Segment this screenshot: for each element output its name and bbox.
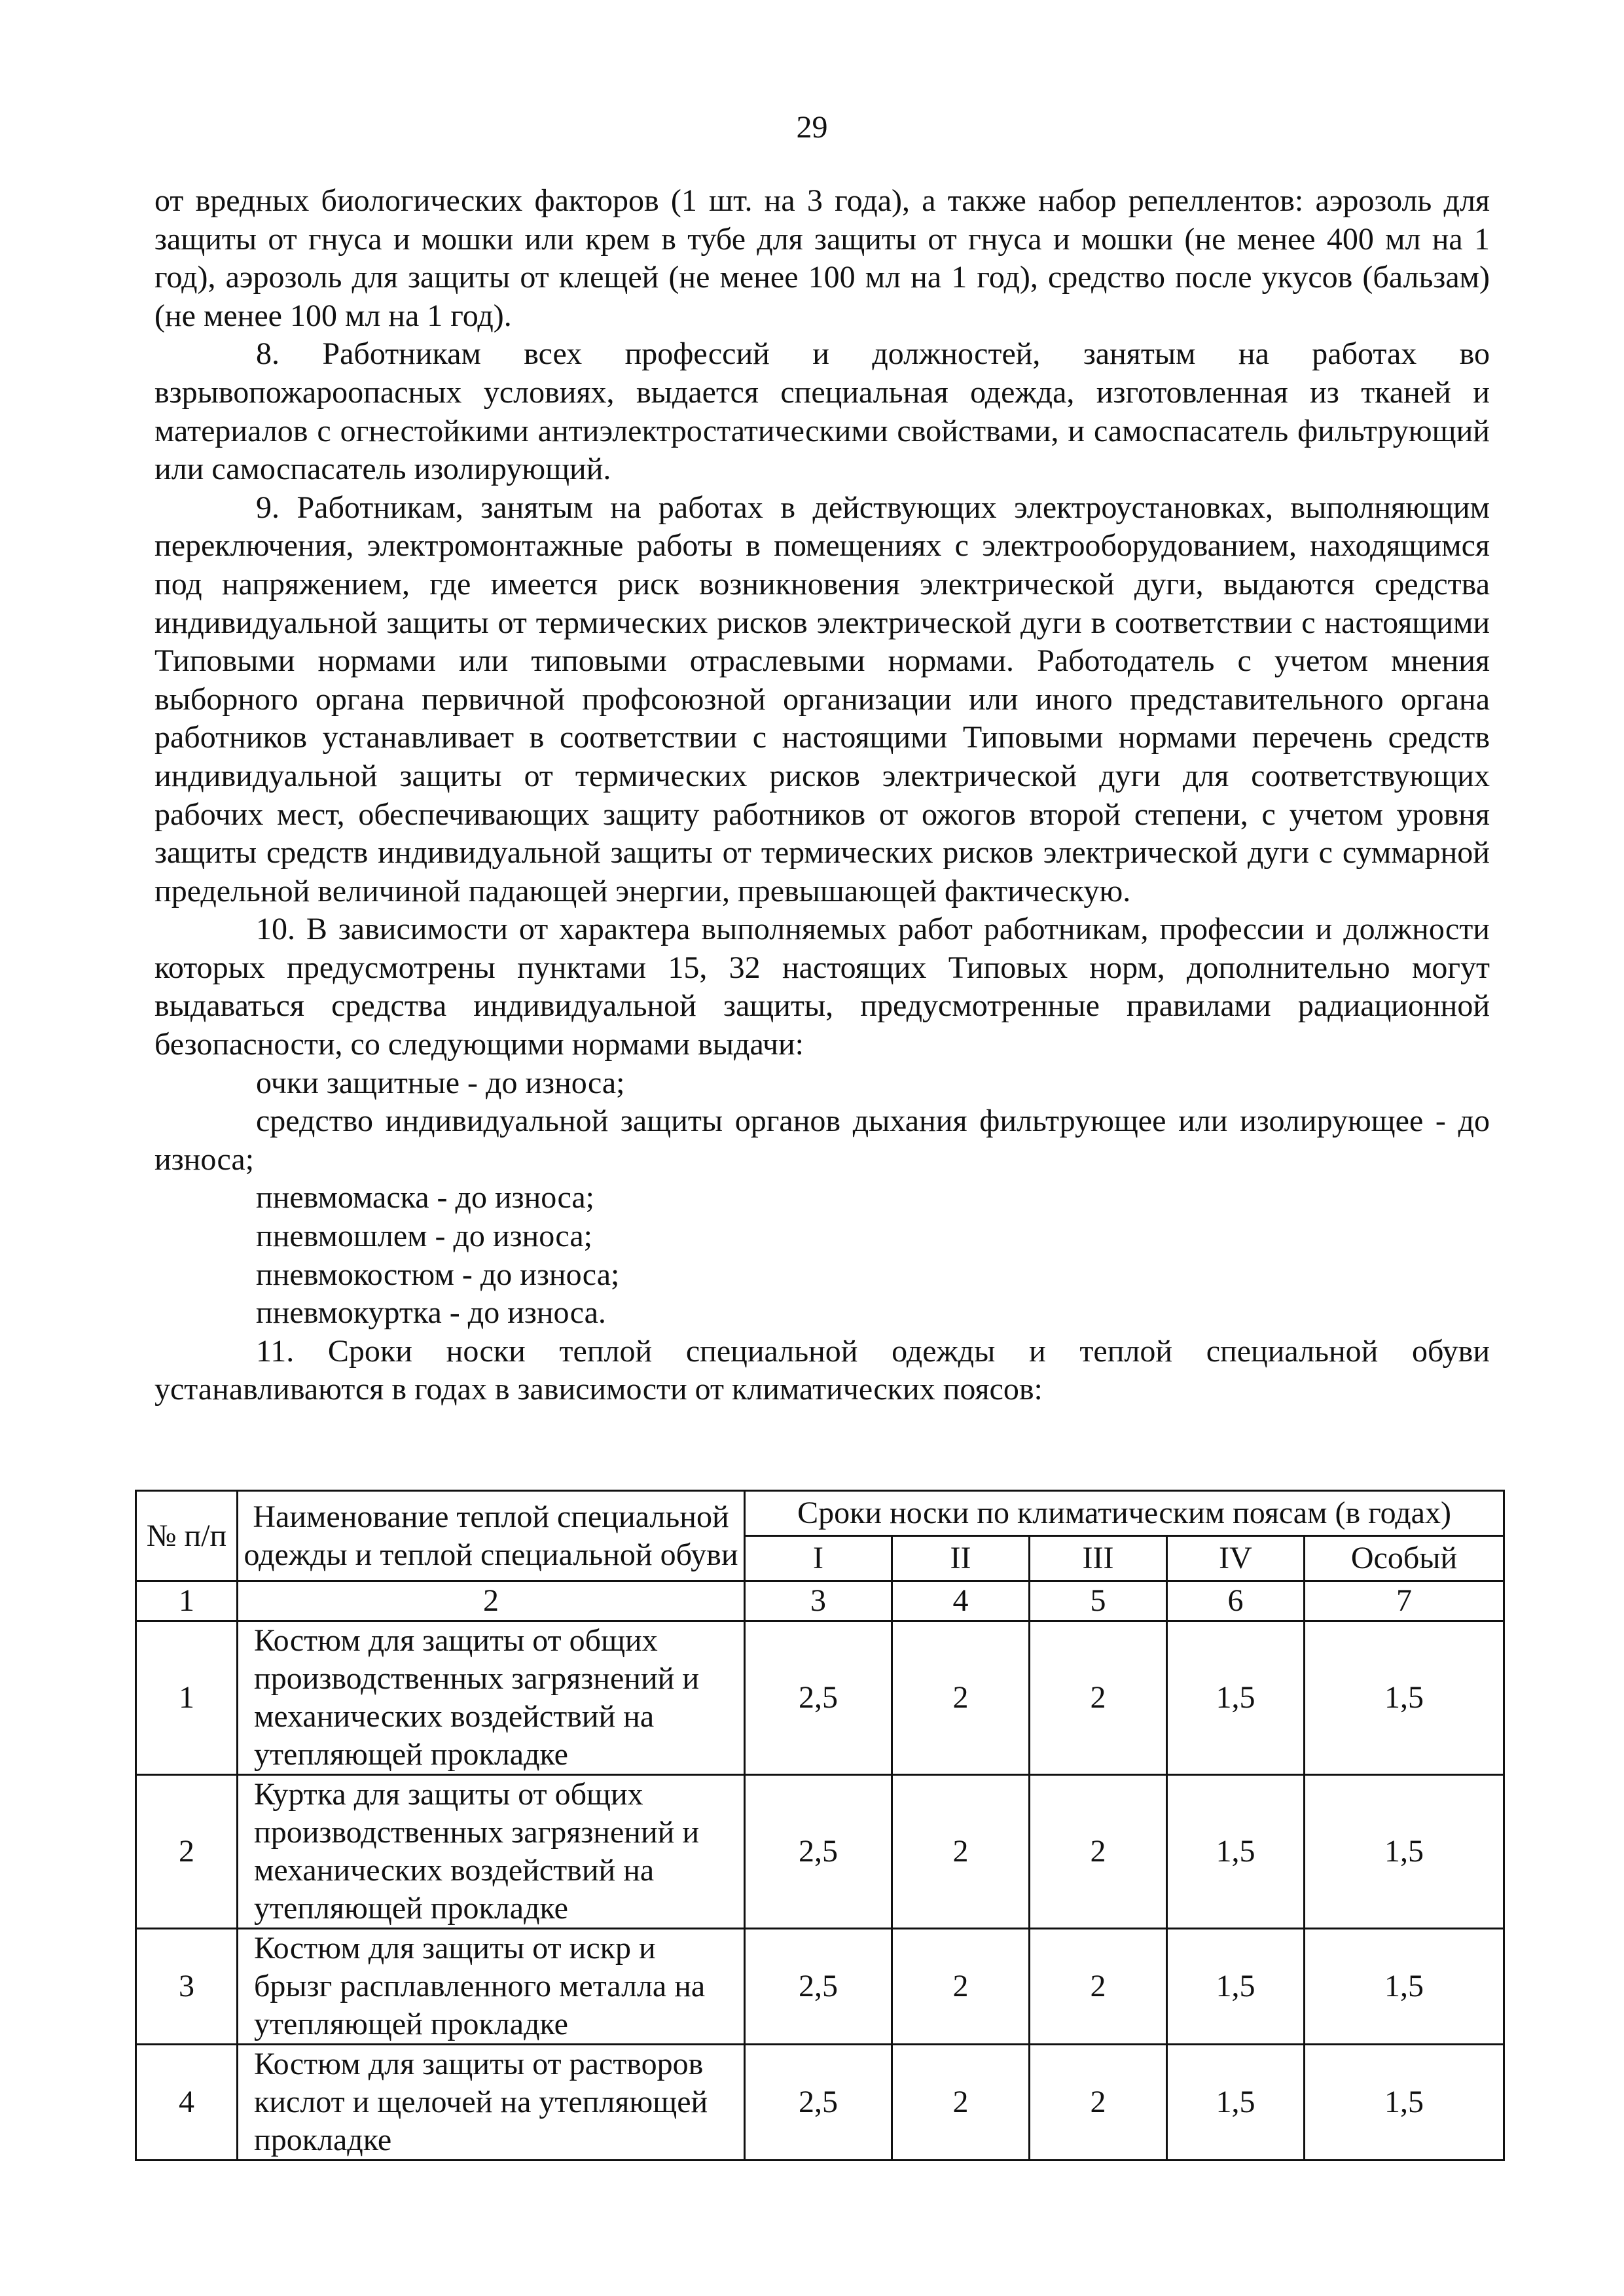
table-row — [136, 1621, 1504, 1775]
row-value: 2,5 — [745, 1775, 892, 1929]
row-value: 2,5 — [745, 1929, 892, 2045]
paragraph-8: 8. Работникам всех профессий и должностей, занятым на работах во взрывопожароопасных условиях, выдается специальная одежда, изготовленная из тканей и материалов с огнестойкими антиэлектростатическими свойствами, и самоспасатель фильтрующий или самоспасатель изолирующий. — [154, 336, 1490, 487]
row-value: 1,5 — [1167, 1621, 1305, 1775]
row-num: 4 — [136, 2045, 238, 2161]
row-value: 1,5 — [1167, 1775, 1305, 1929]
row-value: 1,5 — [1305, 2045, 1504, 2161]
list-item: пневмокостюм - до износа; — [256, 1257, 620, 1292]
header-item-name: Наименование теплой специальной одежды и теплой специальной обуви — [238, 1491, 745, 1581]
row-value: 2 — [892, 1775, 1030, 1929]
header-wear-terms: Сроки носки по климатическим поясам (в годах) — [745, 1491, 1504, 1536]
list-item: очки защитные - до износа; — [256, 1065, 625, 1100]
row-value: 2,5 — [745, 2045, 892, 2161]
table-row — [136, 2045, 1504, 2161]
row-item-name: Костюм для защиты от растворов кислот и щелочей на утепляющей прокладке — [238, 2045, 745, 2161]
row-value: 1,5 — [1167, 2045, 1305, 2161]
row-value: 2 — [1030, 1775, 1167, 1929]
column-number: 7 — [1305, 1581, 1504, 1621]
row-value: 2 — [1030, 1621, 1167, 1775]
header-zone: I — [745, 1536, 892, 1581]
row-value: 1,5 — [1305, 1929, 1504, 2045]
column-number: 1 — [136, 1581, 238, 1621]
list-item: средство индивидуальной защиты органов дыхания фильтрующее или изолирующее - до износа; — [154, 1103, 1490, 1177]
row-num: 1 — [136, 1621, 238, 1775]
row-value: 1,5 — [1305, 1775, 1504, 1929]
paragraph-9: 9. Работникам, занятым на работах в действующих электроустановках, выполняющим переключения, электромонтажные работы в помещениях с электрооборудованием, находящимся под напряжением, где имеется риск возникновения электрической дуги, выдаются средства индивидуальной защиты от термических рисков электрической дуги в соответствии с настоящими Типовыми нормами или типовыми отраслевыми нормами. Работодатель с учетом мнения выборного органа первичной профсоюзной организации или иного представительного органа работников устанавливает в соответствии с настоящими Типовыми нормами перечень средств индивидуальной защиты от термических рисков электрической дуги для соответствующих рабочих мест, обеспечивающих защиту работников от ожогов второй степени, с учетом уровня защиты средств индивидуальной защиты от термических рисков электрической дуги с суммарной предельной величиной падающей энергии, превышающей фактическую. — [154, 490, 1490, 908]
column-number: 6 — [1167, 1581, 1305, 1621]
paragraph-10: 10. В зависимости от характера выполняемых работ работникам, профессии и должности которых предусмотрены пунктами 15, 32 настоящих Типовых норм, дополнительно могут выдаваться средства индивидуальной защиты, предусмотренные правилами радиационной безопасности, со следующими нормами выдачи: — [154, 912, 1490, 1062]
row-value: 2 — [1030, 1929, 1167, 2045]
list-item: пневмошлем - до износа; — [256, 1219, 592, 1254]
list-item: пневмокуртка - до износа. — [256, 1295, 606, 1331]
header-zone: Особый — [1305, 1536, 1504, 1581]
row-value: 2,5 — [745, 1621, 892, 1775]
column-number: 4 — [892, 1581, 1030, 1621]
paragraph-11: 11. Сроки носки теплой специальной одежды и теплой специальной обуви устанавливаются в годах в зависимости от климатических поясов: — [154, 1333, 1490, 1407]
row-value: 1,5 — [1305, 1621, 1504, 1775]
table-row — [136, 1929, 1504, 2045]
document-body — [154, 182, 1490, 1409]
list-item: пневмомаска - до износа; — [256, 1180, 595, 1215]
table-header-row — [136, 1491, 1504, 1536]
row-value: 2 — [892, 2045, 1030, 2161]
row-value: 2 — [1030, 2045, 1167, 2161]
row-item-name: Костюм для защиты от искр и брызг расплавленного металла на утепляющей прокладке — [238, 1929, 745, 2045]
column-number: 3 — [745, 1581, 892, 1621]
row-num: 3 — [136, 1929, 238, 2045]
row-num: 2 — [136, 1775, 238, 1929]
table-row — [136, 1775, 1504, 1929]
paragraph-continuation: от вредных биологических факторов (1 шт. на 3 года), а также набор репеллентов: аэрозоль для защиты от гнуса и мошки или крем в тубе для защиты от гнуса и мошки (не менее 400 мл на 1 год), аэрозоль для защиты от клещей (не менее 100 мл на 1 год), средство после укусов (бальзам) (не менее 100 мл на 1 год). — [154, 183, 1490, 333]
column-number: 5 — [1030, 1581, 1167, 1621]
row-value: 1,5 — [1167, 1929, 1305, 2045]
column-number: 2 — [238, 1581, 745, 1621]
header-zone: III — [1030, 1536, 1167, 1581]
row-item-name: Костюм для защиты от общих производственных загрязнений и механических воздействий на утепляющей прокладке — [238, 1621, 745, 1775]
table-column-numbers-row — [136, 1581, 1504, 1621]
header-num: № п/п — [136, 1491, 238, 1581]
wear-terms-table — [135, 1490, 1503, 2161]
row-value: 2 — [892, 1621, 1030, 1775]
row-value: 2 — [892, 1929, 1030, 2045]
header-zone: II — [892, 1536, 1030, 1581]
row-item-name: Куртка для защиты от общих производственных загрязнений и механических воздействий на утепляющей прокладке — [238, 1775, 745, 1929]
page-number: 29 — [796, 110, 828, 145]
header-zone: IV — [1167, 1536, 1305, 1581]
